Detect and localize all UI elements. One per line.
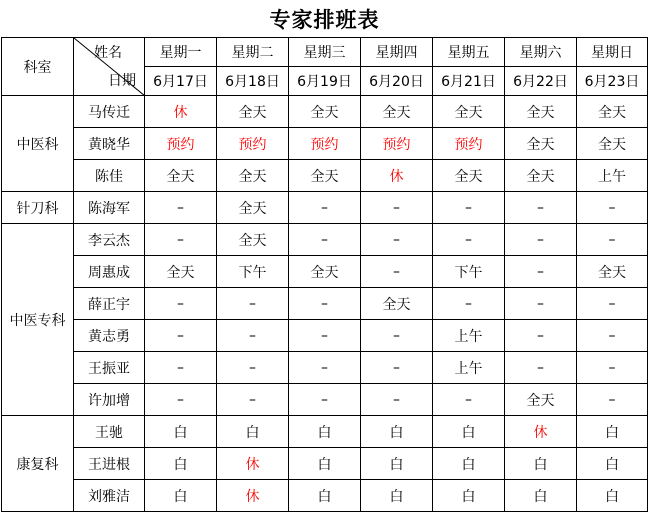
schedule-cell: 白 — [361, 480, 433, 512]
doctor-name-cell: 刘雅洁 — [74, 480, 145, 512]
schedule-cell: – — [505, 352, 577, 384]
doctor-name-cell: 王驰 — [74, 416, 145, 448]
schedule-body — [2, 38, 648, 512]
schedule-cell: – — [217, 384, 289, 416]
weekday-header: 星期日 — [577, 38, 648, 67]
weekday-header: 星期五 — [433, 38, 505, 67]
schedule-cell: 白 — [433, 480, 505, 512]
schedule-cell: 全天 — [361, 96, 433, 128]
schedule-cell: – — [289, 352, 361, 384]
schedule-cell: 全天 — [217, 160, 289, 192]
schedule-cell: 上午 — [433, 352, 505, 384]
schedule-cell: 预约 — [217, 128, 289, 160]
schedule-cell: 全天 — [433, 96, 505, 128]
date-cell: 6月18日 — [217, 67, 289, 96]
header-row-weekdays — [2, 38, 648, 67]
table-row — [2, 480, 648, 512]
schedule-cell: 白 — [361, 448, 433, 480]
schedule-cell: 全天 — [577, 96, 648, 128]
table-row — [2, 416, 648, 448]
schedule-cell: – — [433, 384, 505, 416]
schedule-cell: 全天 — [289, 256, 361, 288]
schedule-table — [1, 37, 648, 512]
schedule-cell: 白 — [217, 416, 289, 448]
date-cell: 6月21日 — [433, 67, 505, 96]
table-row — [2, 96, 648, 128]
schedule-cell: – — [577, 224, 648, 256]
schedule-cell: 上午 — [577, 160, 648, 192]
date-cell: 6月23日 — [577, 67, 648, 96]
schedule-cell: 白 — [361, 416, 433, 448]
table-row — [2, 160, 648, 192]
schedule-cell: – — [145, 384, 217, 416]
doctor-name-cell: 王振亚 — [74, 352, 145, 384]
schedule-cell: 全天 — [505, 128, 577, 160]
schedule-cell: – — [217, 288, 289, 320]
weekday-header: 星期三 — [289, 38, 361, 67]
dept-header: 科室 — [2, 38, 74, 96]
schedule-cell: 休 — [361, 160, 433, 192]
department-cell: 康复科 — [2, 416, 74, 512]
doctor-name-cell: 李云杰 — [74, 224, 145, 256]
schedule-cell: – — [577, 288, 648, 320]
doctor-name-cell: 陈佳 — [74, 160, 145, 192]
table-row — [2, 384, 648, 416]
schedule-cell: – — [289, 224, 361, 256]
name-date-corner-cell — [74, 38, 145, 96]
schedule-cell: – — [577, 352, 648, 384]
schedule-cell: 预约 — [289, 128, 361, 160]
department-cell: 针刀科 — [2, 192, 74, 224]
schedule-cell: 全天 — [433, 160, 505, 192]
schedule-cell: 休 — [217, 480, 289, 512]
schedule-cell: – — [289, 320, 361, 352]
schedule-cell: – — [145, 320, 217, 352]
schedule-cell: 白 — [289, 416, 361, 448]
schedule-cell: 全天 — [145, 160, 217, 192]
date-cell: 6月22日 — [505, 67, 577, 96]
table-row — [2, 448, 648, 480]
schedule-cell: 预约 — [145, 128, 217, 160]
date-cell: 6月19日 — [289, 67, 361, 96]
department-cell: 中医专科 — [2, 224, 74, 416]
doctor-name-cell: 陈海军 — [74, 192, 145, 224]
weekday-header: 星期二 — [217, 38, 289, 67]
schedule-cell: – — [505, 224, 577, 256]
schedule-cell: 白 — [577, 448, 648, 480]
schedule-cell: 白 — [577, 480, 648, 512]
schedule-cell: – — [145, 224, 217, 256]
schedule-cell: 休 — [505, 416, 577, 448]
schedule-cell: – — [577, 192, 648, 224]
doctor-name-cell: 马传迁 — [74, 96, 145, 128]
schedule-cell: – — [577, 384, 648, 416]
table-row — [2, 128, 648, 160]
schedule-cell: – — [289, 384, 361, 416]
schedule-cell: – — [289, 288, 361, 320]
schedule-cell: 白 — [433, 416, 505, 448]
schedule-cell: 全天 — [577, 128, 648, 160]
schedule-cell: 全天 — [505, 160, 577, 192]
schedule-cell: – — [433, 192, 505, 224]
schedule-cell: 上午 — [433, 320, 505, 352]
schedule-cell: 全天 — [217, 96, 289, 128]
department-cell: 中医科 — [2, 96, 74, 192]
schedule-cell: – — [361, 384, 433, 416]
schedule-cell: 休 — [145, 96, 217, 128]
schedule-cell: 全天 — [289, 160, 361, 192]
schedule-cell: 全天 — [577, 256, 648, 288]
schedule-cell: 下午 — [217, 256, 289, 288]
schedule-cell: – — [361, 352, 433, 384]
schedule-cell: 休 — [217, 448, 289, 480]
weekday-header: 星期一 — [145, 38, 217, 67]
schedule-cell: – — [505, 192, 577, 224]
table-row — [2, 256, 648, 288]
name-header: 姓名 — [94, 45, 122, 61]
doctor-name-cell: 黄志勇 — [74, 320, 145, 352]
schedule-cell: – — [577, 320, 648, 352]
schedule-cell: – — [361, 320, 433, 352]
schedule-cell: – — [433, 288, 505, 320]
schedule-cell: – — [361, 224, 433, 256]
schedule-cell: 全天 — [361, 288, 433, 320]
page-title: 专家排班表 — [269, 8, 380, 32]
table-row — [2, 352, 648, 384]
schedule-cell: – — [145, 352, 217, 384]
schedule-cell: 白 — [289, 480, 361, 512]
schedule-cell: – — [217, 320, 289, 352]
table-row — [2, 320, 648, 352]
schedule-cell: 白 — [505, 448, 577, 480]
weekday-header: 星期四 — [361, 38, 433, 67]
date-cell: 6月20日 — [361, 67, 433, 96]
weekday-header: 星期六 — [505, 38, 577, 67]
schedule-cell: 白 — [145, 480, 217, 512]
date-cell: 6月17日 — [145, 67, 217, 96]
table-row — [2, 192, 648, 224]
schedule-cell: – — [361, 192, 433, 224]
schedule-cell: 白 — [145, 416, 217, 448]
schedule-cell: 白 — [289, 448, 361, 480]
schedule-cell: 下午 — [433, 256, 505, 288]
schedule-cell: – — [289, 192, 361, 224]
schedule-cell: 全天 — [217, 224, 289, 256]
doctor-name-cell: 许加增 — [74, 384, 145, 416]
schedule-cell: 全天 — [217, 192, 289, 224]
schedule-cell: 白 — [505, 480, 577, 512]
doctor-name-cell: 薛正宇 — [74, 288, 145, 320]
schedule-cell: 全天 — [505, 384, 577, 416]
schedule-cell: 预约 — [433, 128, 505, 160]
table-row — [2, 224, 648, 256]
schedule-cell: 白 — [433, 448, 505, 480]
schedule-cell: – — [505, 256, 577, 288]
doctor-name-cell: 黄晓华 — [74, 128, 145, 160]
schedule-cell: – — [505, 320, 577, 352]
table-row — [2, 288, 648, 320]
schedule-cell: – — [145, 288, 217, 320]
schedule-cell: 白 — [577, 416, 648, 448]
schedule-cell: 预约 — [361, 128, 433, 160]
schedule-cell: 白 — [145, 448, 217, 480]
schedule-cell: – — [505, 288, 577, 320]
schedule-cell: – — [217, 352, 289, 384]
date-header: 日期 — [108, 73, 136, 89]
schedule-cell: – — [145, 192, 217, 224]
schedule-cell: – — [433, 224, 505, 256]
doctor-name-cell: 王进根 — [74, 448, 145, 480]
schedule-cell: 全天 — [505, 96, 577, 128]
schedule-cell: 全天 — [145, 256, 217, 288]
schedule-cell: 全天 — [289, 96, 361, 128]
schedule-cell: – — [361, 256, 433, 288]
doctor-name-cell: 周惠成 — [74, 256, 145, 288]
